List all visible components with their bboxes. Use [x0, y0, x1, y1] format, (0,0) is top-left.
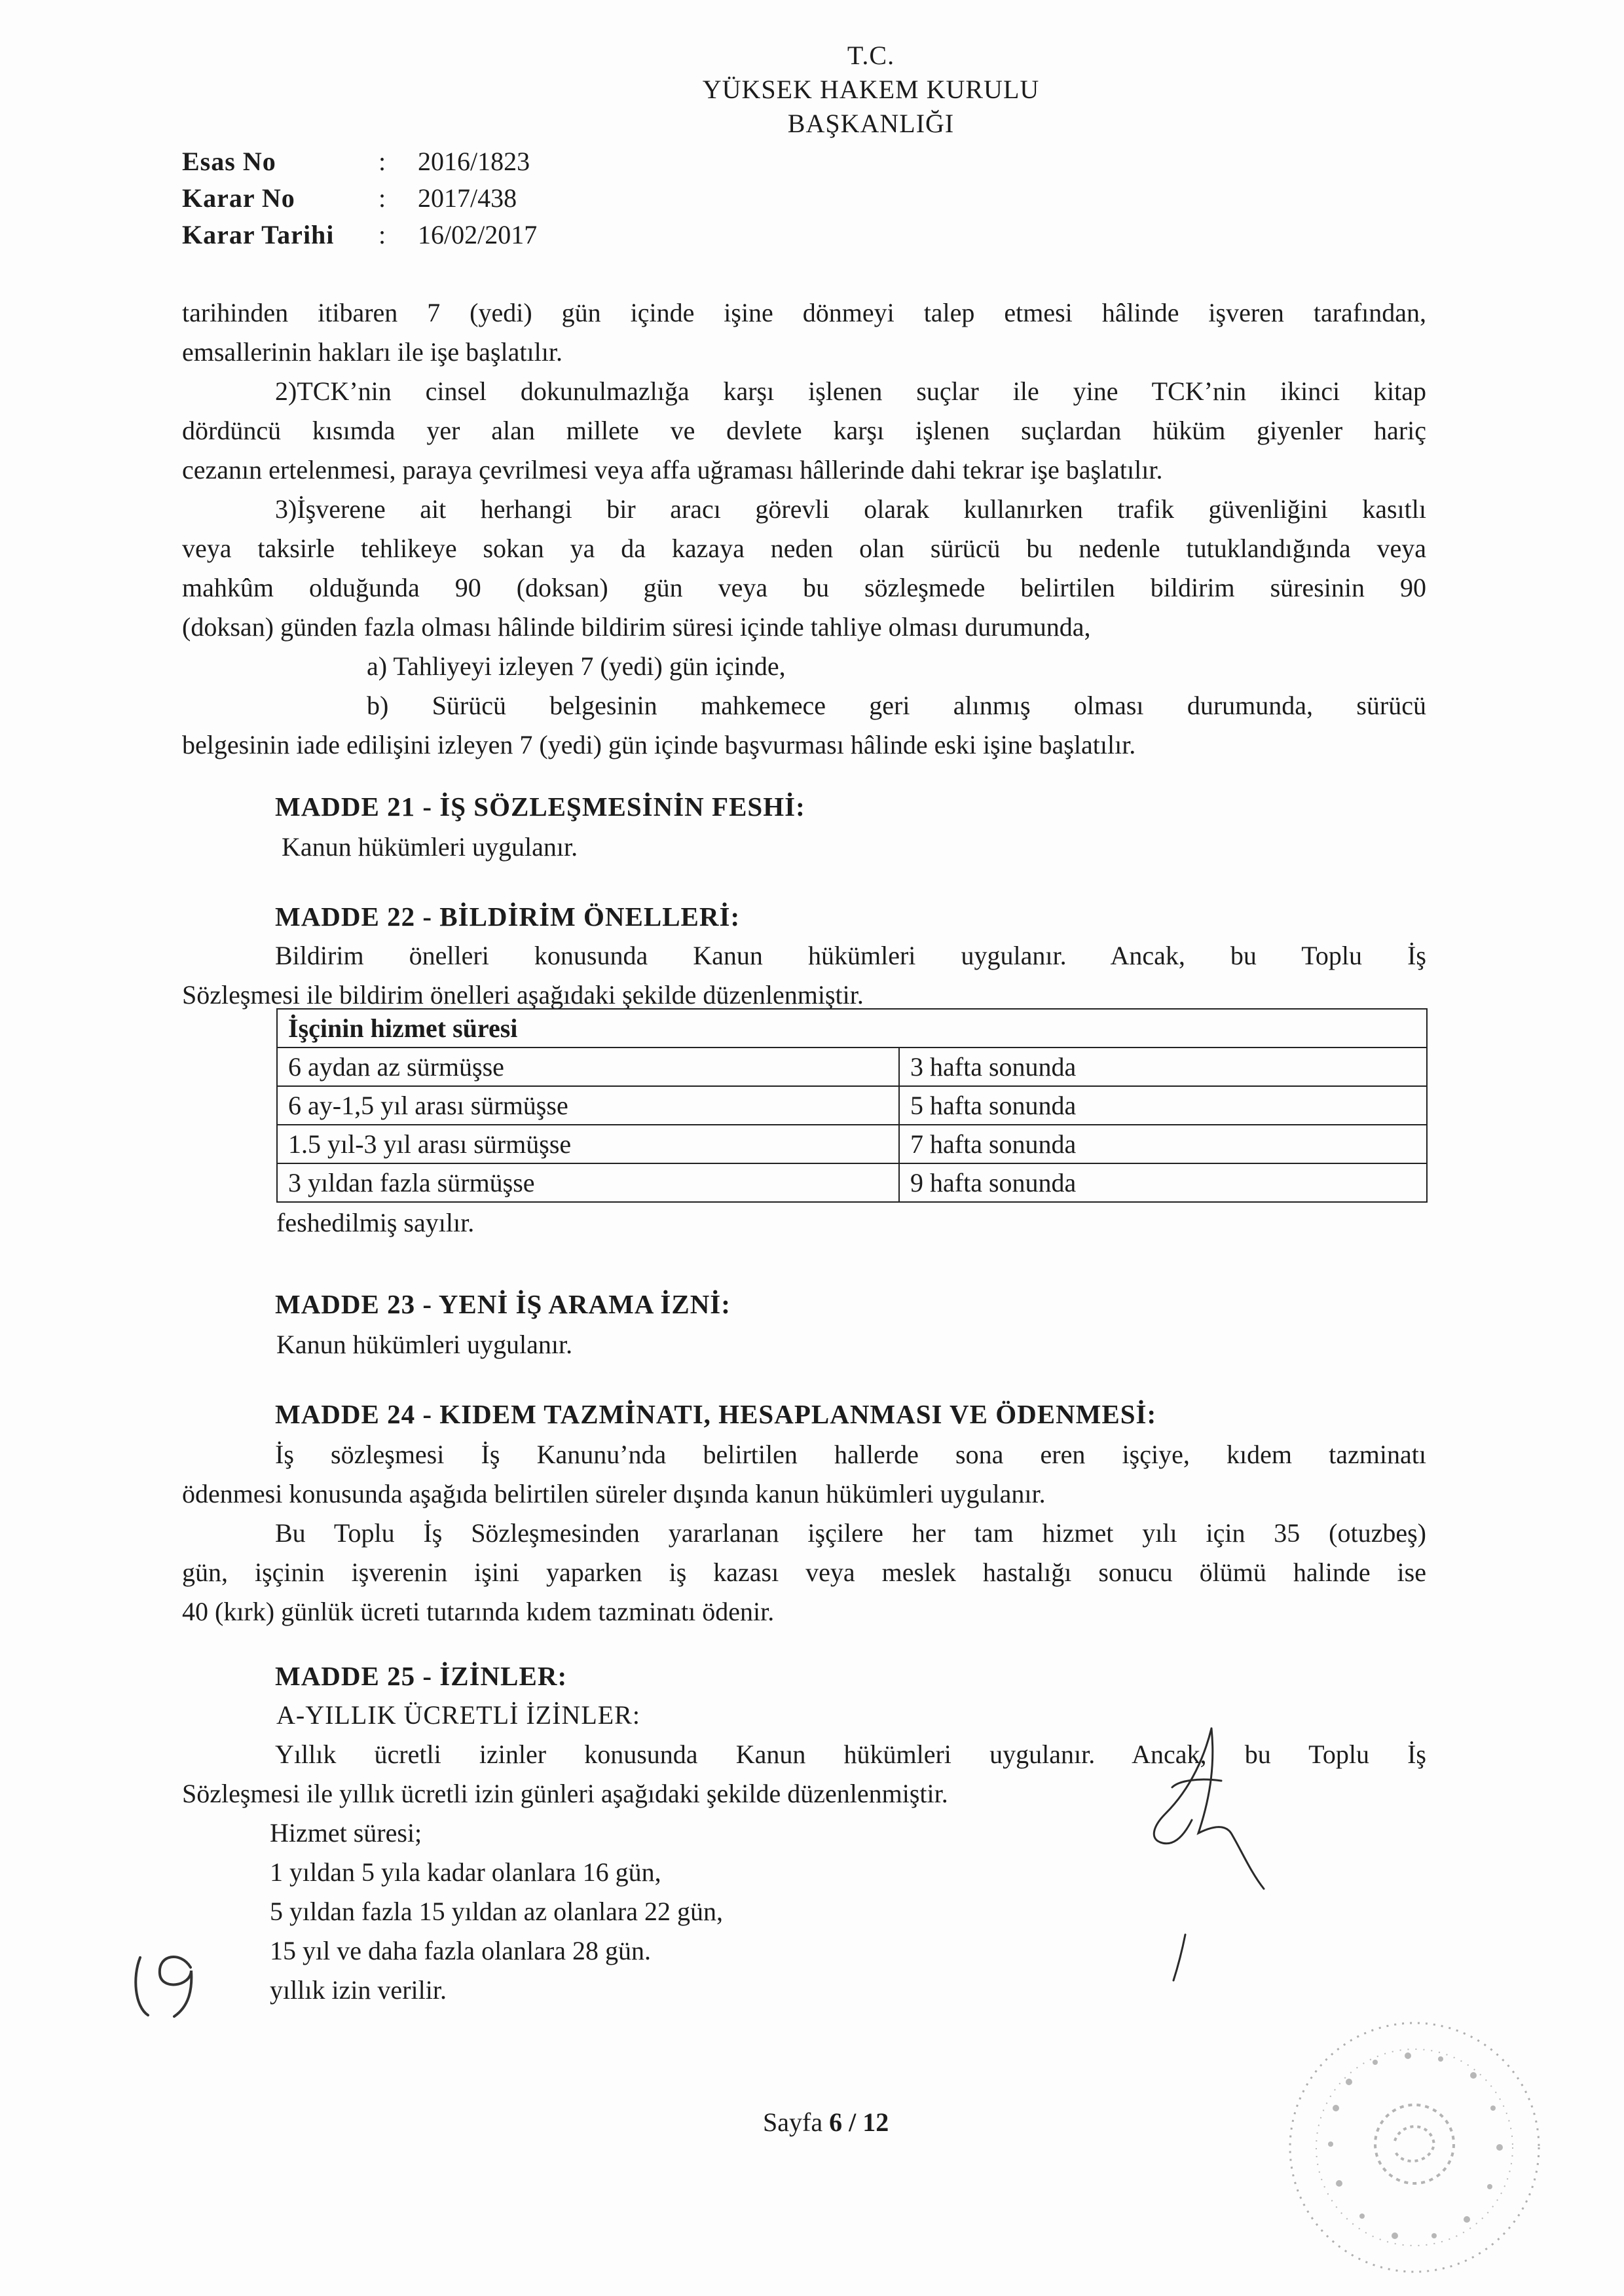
page-label: Sayfa — [763, 2107, 830, 2137]
meta-label: Karar No — [182, 183, 295, 213]
hizmet-suresi-label: Hizmet süresi; — [270, 1818, 422, 1848]
meta-sep: : — [378, 147, 386, 176]
madde-21-heading: MADDE 21 - İŞ SÖZLEŞMESİNİN FESHİ: — [275, 792, 805, 822]
notice-cell: 9 hafta sonunda — [899, 1163, 1427, 1202]
notice-cell: 3 hafta sonunda — [899, 1048, 1427, 1086]
text-line: 40 (kırk) günlük ücreti tutarında kıdem tazminatı ödenir. — [182, 1597, 775, 1626]
text-line: b) Sürücü belgesinin mahkemece geri alınmış olması durumunda, sürücü — [367, 691, 1426, 720]
text-line: cezanın ertelenmesi, paraya çevrilmesi veya affa uğraması hâllerinde dahi tekrar işe başlatılır. — [182, 455, 1163, 484]
meta-value: 2017/438 — [418, 183, 517, 213]
text-line: Sözleşmesi ile yıllık ücretli izin günleri aşağıdaki şekilde düzenlenmiştir. — [182, 1779, 948, 1808]
text-line: veya taksirle tehlikeye sokan ya da kazaya neden olan sürücü bu nedenle tutuklandığında veya — [182, 534, 1426, 563]
notice-period-table — [276, 1008, 1428, 1203]
meta-label: Esas No — [182, 147, 276, 176]
item-2-paragraph — [182, 372, 1426, 490]
madde-22-heading: MADDE 22 - BİLDİRİM ÖNELLERİ: — [275, 902, 741, 932]
text-line: gün, işçinin işverenin işini yaparken iş kazası veya meslek hastalığı sonucu ölümü halinde ise — [182, 1558, 1426, 1587]
table-header-cell: İşçinin hizmet süresi — [277, 1009, 1427, 1048]
header-institution: YÜKSEK HAKEM KURULU — [702, 75, 1040, 104]
table-row — [277, 1048, 1427, 1086]
madde-25-heading: MADDE 25 - İZİNLER: — [275, 1661, 568, 1691]
text-line: Yıllık ücretli izinler konusunda Kanun hükümleri uygulanır. Ancak, bu Toplu İş — [275, 1740, 1426, 1769]
madde-22-after: feshedilmiş sayılır. — [276, 1208, 475, 1237]
text-line: dördüncü kısımda yer alan millete ve devlete karşı işlenen suçlardan hüküm giyenler hariç — [182, 416, 1426, 445]
madde-24-heading: MADDE 24 - KIDEM TAZMİNATI, HESAPLANMASI VE ÖDENMESİ: — [275, 1399, 1157, 1429]
page-current: 6 — [829, 2107, 843, 2137]
stamp-drawing — [1277, 2010, 1552, 2285]
text-line: 3)İşverene ait herhangi bir aracı görevli olarak kullanırken trafik güvenliğini kasıtlı — [275, 494, 1426, 524]
text-line: Bu Toplu İş Sözleşmesinden yararlanan işçilere her tam hizmet yılı için 35 (otuzbeş) — [275, 1518, 1426, 1548]
text-line: 2)TCK’nin cinsel dokunulmazlığa karşı işlenen suçlar ile yine TCK’nin ikinci kitap — [275, 376, 1426, 406]
intro-paragraph — [182, 293, 1426, 372]
notice-cell: 7 hafta sonunda — [899, 1125, 1427, 1163]
madde-23-heading: MADDE 23 - YENİ İŞ ARAMA İZNİ: — [275, 1289, 731, 1319]
meta-value: 16/02/2017 — [418, 220, 538, 249]
item-3-b — [182, 686, 1426, 765]
text-line: İş sözleşmesi İş Kanunu’nda belirtilen hallerde sona eren işçiye, kıdem tazminatı — [275, 1440, 1426, 1469]
notice-cell: 5 hafta sonunda — [899, 1086, 1427, 1125]
item-3-paragraph — [182, 490, 1426, 647]
page-sep: / — [842, 2107, 863, 2137]
madde-21-body: Kanun hükümleri uygulanır. — [282, 832, 578, 862]
leave-end: yıllık izin verilir. — [270, 1975, 447, 2005]
text-line: belgesinin iade edilişini izleyen 7 (yedi) gün içinde başvurması hâlinde eski işine başlatılır. — [182, 730, 1136, 759]
text-line: ödenmesi konusunda aşağıda belirtilen süreler dışında kanun hükümleri uygulanır. — [182, 1479, 1046, 1508]
text-line: tarihinden itibaren 7 (yedi) gün içinde işine dönmeyi talep etmesi hâlinde işveren tarafından, — [182, 298, 1426, 327]
table-row — [277, 1163, 1427, 1202]
text-line: mahkûm olduğunda 90 (doksan) gün veya bu sözleşmede belirtilen bildirim süresinin 90 — [182, 573, 1426, 602]
text-line: (doksan) günden fazla olması hâlinde bildirim süresi içinde tahliye olması durumunda, — [182, 612, 1091, 642]
duration-cell: 1.5 yıl-3 yıl arası sürmüşse — [277, 1125, 899, 1163]
duration-cell: 3 yıldan fazla sürmüşse — [277, 1163, 899, 1202]
meta-karar-tarihi — [182, 219, 537, 251]
madde-22-paragraph — [182, 936, 1426, 1015]
signature — [1113, 1715, 1283, 1990]
leave-item: 15 yıl ve daha fazla olanlara 28 gün. — [270, 1936, 651, 1965]
handwritten-page-mark — [128, 1938, 220, 2023]
madde-25-subtitle: A-YILLIK ÜCRETLİ İZİNLER: — [276, 1700, 640, 1730]
meta-sep: : — [378, 220, 386, 249]
duration-cell: 6 aydan az sürmüşse — [277, 1048, 899, 1086]
leave-item: 1 yıldan 5 yıla kadar olanlara 16 gün, — [270, 1857, 661, 1887]
table-header-row — [277, 1009, 1427, 1048]
duration-cell: 6 ay-1,5 yıl arası sürmüşse — [277, 1086, 899, 1125]
text-line: emsallerinin hakları ile işe başlatılır. — [182, 337, 563, 367]
signature-drawing — [1113, 1715, 1283, 1990]
text-line: Bildirim önelleri konusunda Kanun hükümleri uygulanır. Ancak, bu Toplu İş — [275, 941, 1426, 970]
table-row — [277, 1086, 1427, 1125]
header-presidency: BAŞKANLIĞI — [787, 109, 955, 138]
table-row — [277, 1125, 1427, 1163]
meta-value: 2016/1823 — [418, 147, 530, 176]
header-tc: T.C. — [847, 41, 895, 70]
meta-sep: : — [378, 183, 386, 213]
item-3-a: a) Tahliyeyi izleyen 7 (yedi) gün içinde, — [367, 651, 786, 681]
leave-item: 5 yıldan fazla 15 yıldan az olanlara 22 gün, — [270, 1897, 723, 1926]
text-line: Sözleşmesi ile bildirim önelleri aşağıdaki şekilde düzenlenmiştir. — [182, 980, 864, 1010]
madde-23-body: Kanun hükümleri uygulanır. — [276, 1330, 573, 1359]
page-footer — [763, 2107, 889, 2138]
handwritten-mark-drawing — [128, 1938, 220, 2023]
page-total: 12 — [862, 2107, 889, 2137]
meta-esas-no — [182, 145, 530, 178]
meta-karar-no — [182, 182, 517, 215]
official-stamp — [1277, 2010, 1552, 2285]
madde-24-paragraph — [182, 1435, 1426, 1631]
meta-label: Karar Tarihi — [182, 220, 335, 249]
